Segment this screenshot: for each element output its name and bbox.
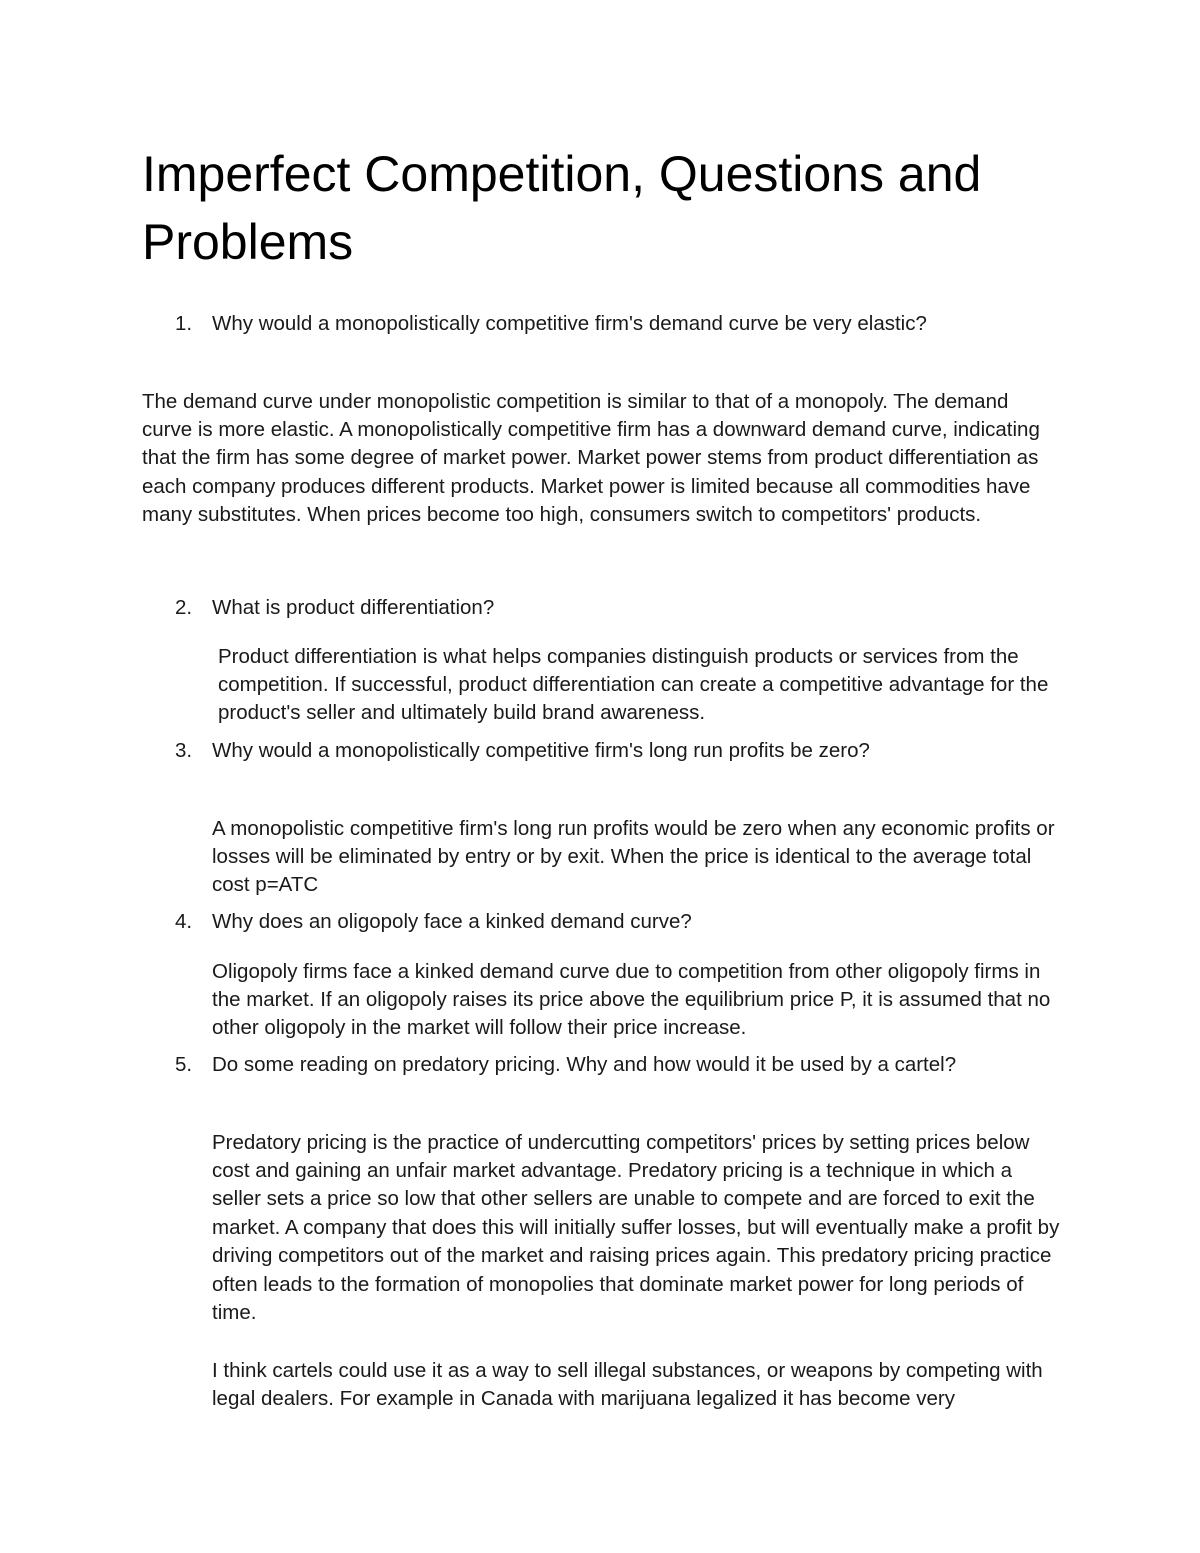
answer-5: Predatory pricing is the practice of undercutting competitors' prices by setting prices below cost and gaining an unfair market advantage. Predatory pricing is a technique in which a seller sets a price so low that other sellers are unable to compete and are forced to exit the market. A company that does this will initially suffer losses, but will eventually make a profit by driving competitors out of the market and raising prices again. This predatory pricing practice often leads to the formation of monopolies that dominate market power for long periods of time. (212, 1130, 1060, 1324)
question-number: 5. (175, 1053, 193, 1076)
answer-3: A monopolistic competitive firm's long run profits would be zero when any economic profits or losses will be eliminated by entry or by exit. When the price is identical to the average total cost p=ATC (212, 816, 1055, 897)
answer-5-continued: I think cartels could use it as a way to sell illegal substances, or weapons by competing with legal dealers. For example in Canada with marijuana legalized it has become very (212, 1358, 1043, 1410)
answer-4: Oligopoly firms face a kinked demand curve due to competition from other oligopoly firms in the market. If an oligopoly raises its price above the equilibrium price P, it is assumed that no other oligopoly in the market will follow their price increase. (212, 959, 1051, 1040)
question-number: 3. (175, 739, 193, 762)
answer-2: Product differentiation is what helps companies distinguish products or services from the competition. If successful, product differentiation can create a competitive advantage for the product's seller and ultimately build brand awareness. (218, 644, 1049, 725)
document-title: Imperfect Competition, Questions and Problems (142, 146, 982, 270)
answer-1: The demand curve under monopolistic competition is similar to that of a monopoly. The demand curve is more elastic. A monopolistically competitive firm has a downward demand curve, indicating that the firm has some degree of market power. Market power stems from product differentiation as each company produces different products. Market power is limited because all commodities have many substitutes. When prices become too high, consumers switch to competitors' products. (142, 389, 1040, 527)
question-text: What is product differentiation? (212, 596, 495, 619)
question-number: 4. (175, 910, 193, 933)
question-number: 1. (175, 312, 193, 335)
question-text: Do some reading on predatory pricing. Why and how would it be used by a cartel? (212, 1053, 957, 1076)
question-text: Why would a monopolistically competitive firm's demand curve be very elastic? (212, 312, 927, 335)
question-number: 2. (175, 596, 193, 619)
question-text: Why does an oligopoly face a kinked demand curve? (212, 910, 692, 933)
question-text: Why would a monopolistically competitive firm's long run profits be zero? (212, 739, 870, 762)
